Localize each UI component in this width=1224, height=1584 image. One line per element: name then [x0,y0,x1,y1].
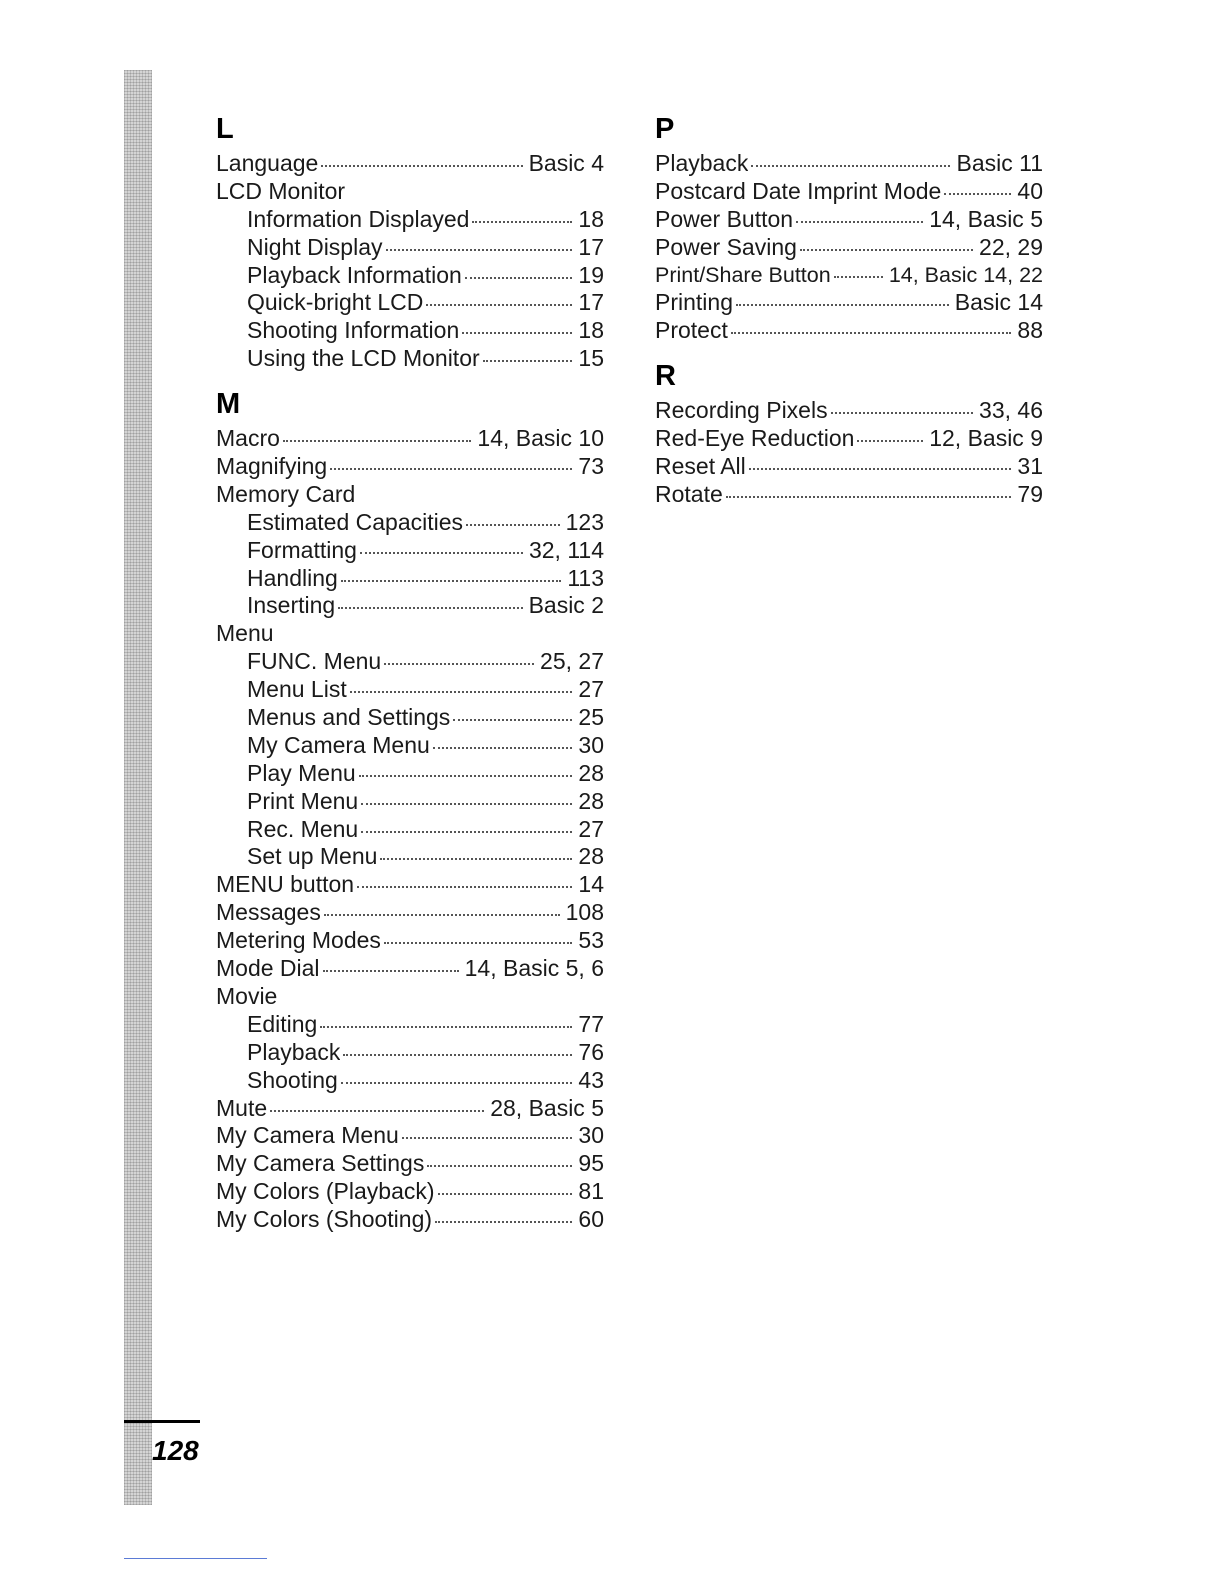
index-entry [216,899,604,927]
entry-term: Magnifying [216,453,328,480]
index-subentry [216,676,604,704]
dot-leader [831,412,973,414]
dot-leader [324,914,560,916]
index-entry [655,234,1043,262]
dot-leader [386,249,573,251]
dot-leader [361,831,572,833]
entry-pages: Basic 14 [954,289,1043,316]
entry-pages: 14, Basic 10 [477,425,604,452]
index-entry [655,317,1043,345]
dot-leader [751,165,950,167]
index-entry [216,927,604,955]
entry-pages: 15 [578,345,604,372]
dot-leader [341,1082,573,1084]
index-entry [216,1095,604,1123]
entry-pages: 14 [578,871,604,898]
entry-term: My Colors (Shooting) [216,1206,433,1233]
entry-pages: 28 [578,843,604,870]
dot-leader [427,1165,572,1167]
index-entry [216,425,604,453]
index-subentry [216,1067,604,1095]
dot-leader [330,468,572,470]
entry-pages: 108 [565,899,604,926]
entry-term: Estimated Capacities [247,508,464,535]
index-subentry [216,206,604,234]
dot-leader [800,249,973,251]
index-subentry [216,788,604,816]
entry-term: Playback [247,1038,341,1065]
entry-pages: 60 [578,1206,604,1233]
entry-term: Quick-bright LCD [247,289,424,316]
entry-pages: 28, Basic 5 [490,1094,604,1121]
dot-leader [944,193,1011,195]
entry-pages: 19 [578,261,604,288]
entry-term: Handling [247,564,338,591]
index-section-l [216,108,604,373]
index-subentry [216,843,604,871]
dot-leader [380,858,572,860]
entry-pages: 18 [578,317,604,344]
section-letter: R [655,360,676,393]
index-entry [655,178,1043,206]
entry-term: Mute [216,1094,268,1121]
index-entry [655,262,1043,290]
entry-term: Using the LCD Monitor [247,345,480,372]
entry-pages: 33, 46 [979,397,1043,424]
entry-pages: 31 [1017,453,1043,480]
index-column-left [216,104,604,1234]
index-subentry [216,317,604,345]
entry-term: Metering Modes [216,927,381,954]
page-number-rule [124,1420,200,1423]
index-entry [216,481,604,509]
entry-pages: 79 [1017,480,1043,507]
dot-leader [323,970,459,972]
index-entry [655,481,1043,509]
entry-term: My Camera Settings [216,1150,425,1177]
entry-term: Shooting [247,1066,338,1093]
entry-term: Postcard Date Imprint Mode [655,177,942,204]
index-subentry [216,732,604,760]
index-subentry [216,704,604,732]
entry-pages: 14, Basic 5 [929,205,1043,232]
index-entry [655,397,1043,425]
dot-leader [483,360,573,362]
entry-term: Protect [655,317,728,344]
entry-term: Mode Dial [216,955,320,982]
dot-leader [726,496,1012,498]
entry-pages: Basic 4 [528,150,604,176]
entry-pages: 28 [578,787,604,814]
entry-pages: 77 [578,1010,604,1037]
entry-pages: 30 [578,1122,604,1149]
dot-leader [453,719,572,721]
entry-term: Set up Menu [247,843,378,870]
section-letter: M [216,388,241,421]
entry-pages: 32, 114 [528,536,604,563]
index-subentry [216,592,604,620]
entry-term: Red-Eye Reduction [655,425,855,452]
entry-term: Reset All [655,453,746,480]
dot-leader [472,221,572,223]
index-entry [655,206,1043,234]
entry-term: Printing [655,289,733,316]
entry-pages: 27 [578,676,604,703]
dot-leader [857,440,923,442]
entry-pages: 123 [565,508,604,535]
entry-pages: 73 [578,453,604,480]
index-entry [655,150,1043,178]
section-letter: P [655,113,675,145]
dot-leader [402,1137,573,1139]
entry-term: FUNC. Menu [247,648,382,675]
entry-pages: 17 [578,289,604,316]
entry-pages: 12, Basic 9 [929,425,1043,452]
entry-pages: Basic 11 [956,150,1043,176]
entry-pages: 43 [578,1066,604,1093]
entry-term: Language [216,150,319,176]
index-entry [216,453,604,481]
dot-leader [834,276,883,278]
entry-pages: 113 [567,564,604,591]
dot-leader [338,607,522,609]
dot-leader [466,524,560,526]
index-entry [655,289,1043,317]
entry-term: Night Display [247,233,383,260]
entry-term: Playback [655,150,749,176]
entry-term: Menu List [247,676,347,703]
entry-pages: 27 [578,815,604,842]
dot-leader [384,942,572,944]
index-section-p [655,108,1043,345]
index-subentry [216,565,604,593]
dot-leader [465,277,573,279]
index-entry [216,983,604,1011]
entry-term: Macro [216,425,280,452]
entry-pages: 40 [1017,177,1043,204]
entry-term: Inserting [247,592,336,619]
index-subentry [216,1039,604,1067]
entry-term: Menu [216,620,274,647]
dot-leader [384,663,534,665]
index-entry [216,150,604,178]
dot-leader [320,1026,572,1028]
index-subentry [216,1011,604,1039]
index-subentry [216,345,604,373]
entry-term: Playback Information [247,261,462,288]
index-entry [216,1178,604,1206]
dot-leader [796,221,923,223]
dot-leader [350,691,573,693]
dot-leader [731,332,1012,334]
entry-term: My Colors (Playback) [216,1178,435,1205]
dot-leader [360,552,523,554]
dot-leader [321,165,522,167]
index-subentry [216,234,604,262]
entry-term: Print Menu [247,787,359,814]
index-subentry [216,509,604,537]
entry-pages: 88 [1017,317,1043,344]
entry-pages: 18 [578,205,604,232]
dot-leader [357,886,572,888]
dot-leader [343,1054,572,1056]
bottom-blue-line [124,1558,267,1559]
dot-leader [462,332,572,334]
entry-term: Play Menu [247,759,356,786]
index-entry [216,955,604,983]
index-entry [216,1122,604,1150]
entry-pages: 76 [578,1038,604,1065]
entry-term: Rotate [655,480,723,507]
dot-leader [359,775,573,777]
entry-term: Editing [247,1010,318,1037]
entry-term: Power Saving [655,233,797,260]
binding-edge-strip [124,70,152,1505]
entry-term: Rec. Menu [247,815,359,842]
index-entry [216,178,604,206]
index-entry [216,871,604,899]
entry-pages: Basic 2 [528,592,604,619]
dot-leader [435,1221,572,1223]
index-subentry [216,262,604,290]
dot-leader [283,440,472,442]
entry-term: My Camera Menu [216,1122,399,1149]
dot-leader [433,747,573,749]
dot-leader [361,803,572,805]
index-subentry [216,760,604,788]
entry-pages: 81 [578,1178,604,1205]
entry-pages: 17 [578,233,604,260]
dot-leader [438,1193,573,1195]
dot-leader [270,1110,484,1112]
entry-term: Print/Share Button [655,262,831,287]
entry-term: Memory Card [216,480,356,507]
entry-term: Messages [216,899,321,926]
index-entry [216,1150,604,1178]
index-section-m [216,383,604,1234]
index-subentry [216,648,604,676]
entry-term: Information Displayed [247,205,470,232]
entry-pages: 53 [578,927,604,954]
page-number: 128 [152,1435,199,1466]
index-subentry [216,537,604,565]
entry-term: Power Button [655,205,794,232]
section-letter: L [216,113,234,145]
entry-term: LCD Monitor [216,177,346,204]
entry-pages: 14, Basic 5, 6 [464,955,604,982]
index-entry [216,620,604,648]
entry-term: Recording Pixels [655,397,828,424]
index-column-right [655,104,1043,509]
entry-pages: 22, 29 [979,233,1043,260]
index-entry [216,1206,604,1234]
index-subentry [216,816,604,844]
entry-term: Formatting [247,536,357,563]
entry-pages: 28 [578,759,604,786]
entry-pages: 14, Basic 14, 22 [888,262,1043,287]
index-section-r [655,355,1043,509]
entry-term: MENU button [216,871,355,898]
dot-leader [749,468,1012,470]
index-entry [655,453,1043,481]
dot-leader [426,304,572,306]
entry-term: Shooting Information [247,317,460,344]
entry-pages: 95 [578,1150,604,1177]
dot-leader [341,580,562,582]
entry-pages: 25 [578,704,604,731]
entry-term: My Camera Menu [247,731,430,758]
dot-leader [736,304,949,306]
entry-pages: 25, 27 [540,648,604,675]
index-entry [655,425,1043,453]
entry-pages: 30 [578,731,604,758]
entry-term: Menus and Settings [247,704,451,731]
entry-term: Movie [216,982,278,1009]
index-subentry [216,289,604,317]
